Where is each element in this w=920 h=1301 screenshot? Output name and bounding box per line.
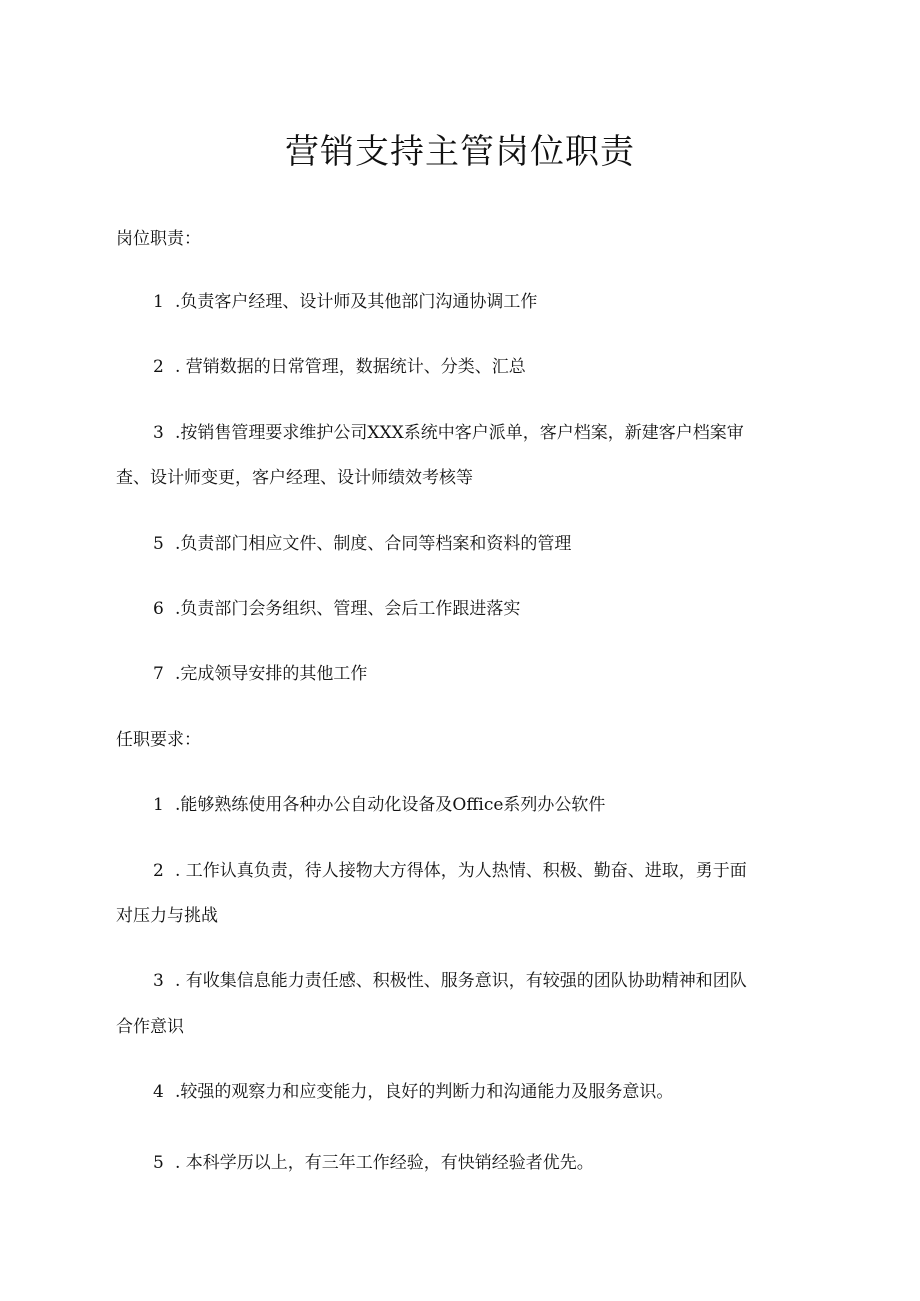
requirement-item-3-continuation: 合作意识 [116, 1017, 184, 1037]
duty-item-1 [153, 290, 537, 314]
duty-item-number: 2 [153, 357, 164, 377]
duty-item-text: .完成领导安排的其他工作 [175, 664, 368, 684]
duty-item-text: .负责部门相应文件、制度、合同等档案和资料的管理 [175, 534, 572, 554]
requirement-item-text: . 有收集信息能力责任感、积极性、服务意识，有较强的团队协助精神和团队 [175, 971, 747, 991]
duty-item-3-continuation: 查、设计师变更，客户经理、设计师绩效考核等 [116, 468, 473, 488]
duty-item-3 [153, 421, 744, 445]
requirement-item-number: 2 [153, 861, 164, 881]
document-title: 营销支持主管岗位职责 [285, 132, 635, 172]
duty-item-2 [153, 355, 526, 379]
duty-item-number: 5 [153, 534, 164, 554]
duty-item-text: .按销售管理要求维护公司XXX系统中客户派单，客户档案，新建客户档案审 [175, 423, 744, 443]
requirement-item-2-continuation: 对压力与挑战 [116, 906, 218, 926]
duty-item-number: 3 [153, 423, 164, 443]
duty-item-6 [153, 597, 520, 621]
duty-item-text: .负责部门会务组织、管理、会后工作跟进落实 [175, 599, 521, 619]
requirement-item-5 [153, 1151, 594, 1175]
requirement-item-number: 4 [153, 1082, 164, 1102]
requirement-item-text: . 本科学历以上，有三年工作经验，有快销经验者优先。 [175, 1153, 594, 1173]
requirement-item-number: 5 [153, 1153, 164, 1173]
duty-item-7 [153, 662, 367, 686]
duty-item-number: 1 [153, 292, 164, 312]
requirement-item-text: . 工作认真负责，待人接物大方得体，为人热情、积极、勤奋、进取，勇于面 [175, 861, 747, 881]
duty-item-5 [153, 532, 571, 556]
duty-item-number: 7 [153, 664, 164, 684]
requirement-item-2 [153, 859, 747, 883]
requirement-item-text: .较强的观察力和应变能力，良好的判断力和沟通能力及服务意识。 [175, 1082, 674, 1102]
requirement-item-4 [153, 1080, 673, 1104]
requirement-item-number: 1 [153, 795, 164, 815]
duty-item-text: . 营销数据的日常管理，数据统计、分类、汇总 [175, 357, 526, 377]
requirements-heading: 任职要求： [116, 730, 201, 750]
duty-item-text: .负责客户经理、设计师及其他部门沟通协调工作 [175, 292, 538, 312]
duties-heading: 岗位职责： [116, 229, 201, 249]
duty-item-number: 6 [153, 599, 164, 619]
requirement-item-1 [153, 793, 605, 817]
requirement-item-number: 3 [153, 971, 164, 991]
requirement-item-3 [153, 969, 747, 993]
requirement-item-text: .能够熟练使用各种办公自动化设备及Office系列办公软件 [175, 795, 606, 815]
